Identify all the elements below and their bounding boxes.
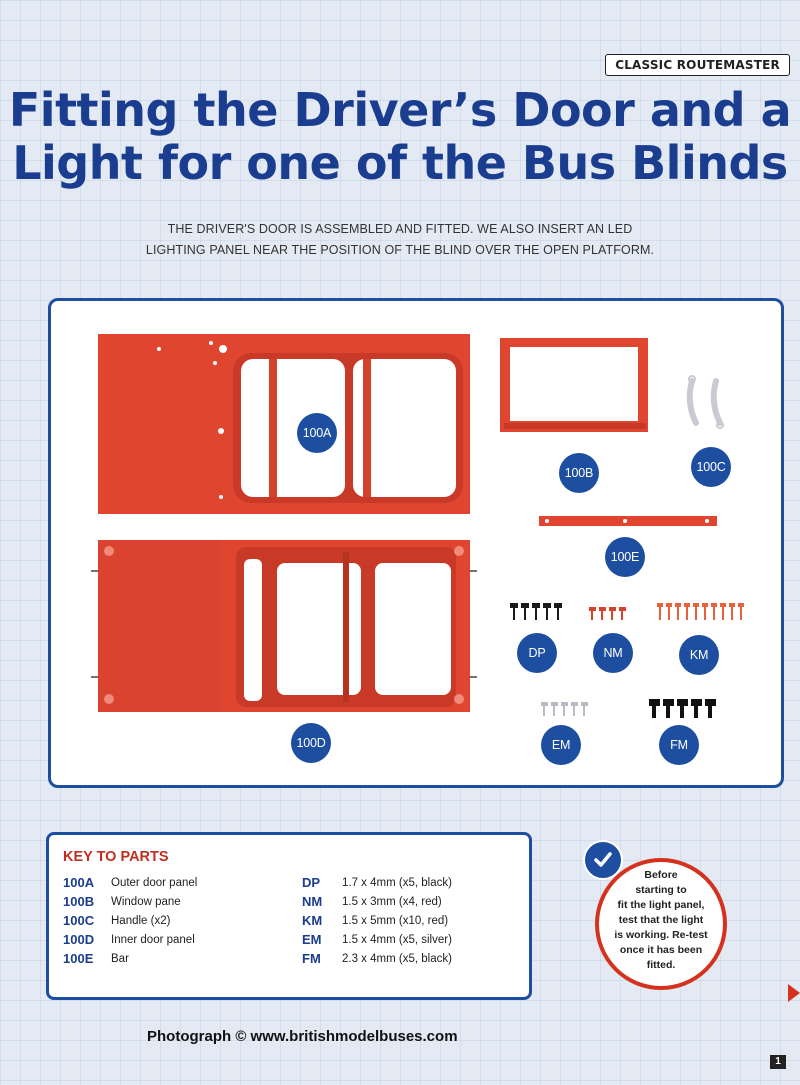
tip-callout xyxy=(595,858,727,990)
key-row xyxy=(63,892,197,911)
part-100d-image xyxy=(91,540,477,712)
page-number: 1 xyxy=(770,1055,786,1069)
title-line-1: Fitting the Driver’s Door and a xyxy=(8,83,792,137)
intro-line-2: LIGHTING PANEL NEAR THE POSITION OF THE BLIND OVER THE OPEN PLATFORM. xyxy=(145,243,655,257)
badge-km: KM xyxy=(679,635,719,675)
tip-line: is working. Re-test xyxy=(614,929,708,941)
key-column-left xyxy=(63,873,197,968)
badge-fm: FM xyxy=(659,725,699,765)
key-desc: Handle (x2) xyxy=(111,914,171,927)
badge-nm: NM xyxy=(593,633,633,673)
key-row xyxy=(63,911,197,930)
intro-text xyxy=(100,219,700,261)
key-desc: 1.7 x 4mm (x5, black) xyxy=(342,876,452,889)
key-code: 100E xyxy=(63,951,94,966)
tip-line: once it has been xyxy=(619,944,703,956)
intro-line-1: THE DRIVER'S DOOR IS ASSEMBLED AND FITTED. WE ALSO INSERT AN LED xyxy=(167,222,633,236)
screws-em-image xyxy=(541,702,588,716)
key-desc: 2.3 x 4mm (x5, black) xyxy=(342,952,452,965)
series-tag: CLASSIC ROUTEMASTER xyxy=(605,54,790,76)
tip-line: fit the light panel, xyxy=(617,899,705,911)
tip-text xyxy=(609,868,713,973)
key-to-parts xyxy=(46,832,532,1000)
key-row xyxy=(302,930,452,949)
key-code: 100C xyxy=(63,913,95,928)
key-title: KEY TO PARTS xyxy=(63,849,169,865)
badge-100b: 100B xyxy=(559,453,599,493)
title-line-2: Light for one of the Bus Blinds xyxy=(12,136,788,190)
key-row xyxy=(63,949,197,968)
badge-100e: 100E xyxy=(605,537,645,577)
part-100b-image xyxy=(500,338,648,432)
check-icon xyxy=(583,840,623,880)
key-desc: Bar xyxy=(111,952,129,965)
key-code: DP xyxy=(302,875,321,890)
badge-100a: 100A xyxy=(297,413,337,453)
key-row xyxy=(302,873,452,892)
badge-100c: 100C xyxy=(691,447,731,487)
key-desc: 1.5 x 3mm (x4, red) xyxy=(342,895,442,908)
part-100e-image xyxy=(539,516,717,526)
key-row xyxy=(63,930,197,949)
badge-dp: DP xyxy=(517,633,557,673)
part-100c-image xyxy=(689,376,723,428)
tip-line: Before xyxy=(644,869,678,881)
key-code: FM xyxy=(302,951,321,966)
next-page-arrow-icon xyxy=(788,984,800,1002)
key-code: 100D xyxy=(63,932,95,947)
key-row xyxy=(302,949,452,968)
key-code: NM xyxy=(302,894,323,909)
key-row xyxy=(302,892,452,911)
key-code: 100A xyxy=(63,875,95,890)
screws-dp-image xyxy=(510,603,562,620)
screws-km-image xyxy=(657,603,744,620)
screws-fm-image xyxy=(649,699,716,718)
page-title xyxy=(0,84,800,190)
photo-credit: Photograph © www.britishmodelbuses.com xyxy=(147,1028,458,1045)
key-desc: Inner door panel xyxy=(111,933,195,946)
key-row xyxy=(63,873,197,892)
key-row xyxy=(302,911,452,930)
key-code: KM xyxy=(302,913,323,928)
parts-illustration xyxy=(51,301,781,785)
key-desc: Outer door panel xyxy=(111,876,198,889)
part-100a-image xyxy=(98,334,470,514)
badge-100d: 100D xyxy=(291,723,331,763)
key-code: EM xyxy=(302,932,322,947)
key-desc: Window pane xyxy=(111,895,181,908)
key-column-right xyxy=(302,873,452,968)
tip-line: test that the light xyxy=(618,914,704,926)
parts-panel xyxy=(48,298,784,788)
key-desc: 1.5 x 4mm (x5, silver) xyxy=(342,933,452,946)
tip-line: fitted. xyxy=(646,959,676,971)
screws-nm-image xyxy=(589,607,626,620)
badge-em: EM xyxy=(541,725,581,765)
key-code: 100B xyxy=(63,894,95,909)
key-desc: 1.5 x 5mm (x10, red) xyxy=(342,914,449,927)
tip-line: starting to xyxy=(635,884,687,896)
